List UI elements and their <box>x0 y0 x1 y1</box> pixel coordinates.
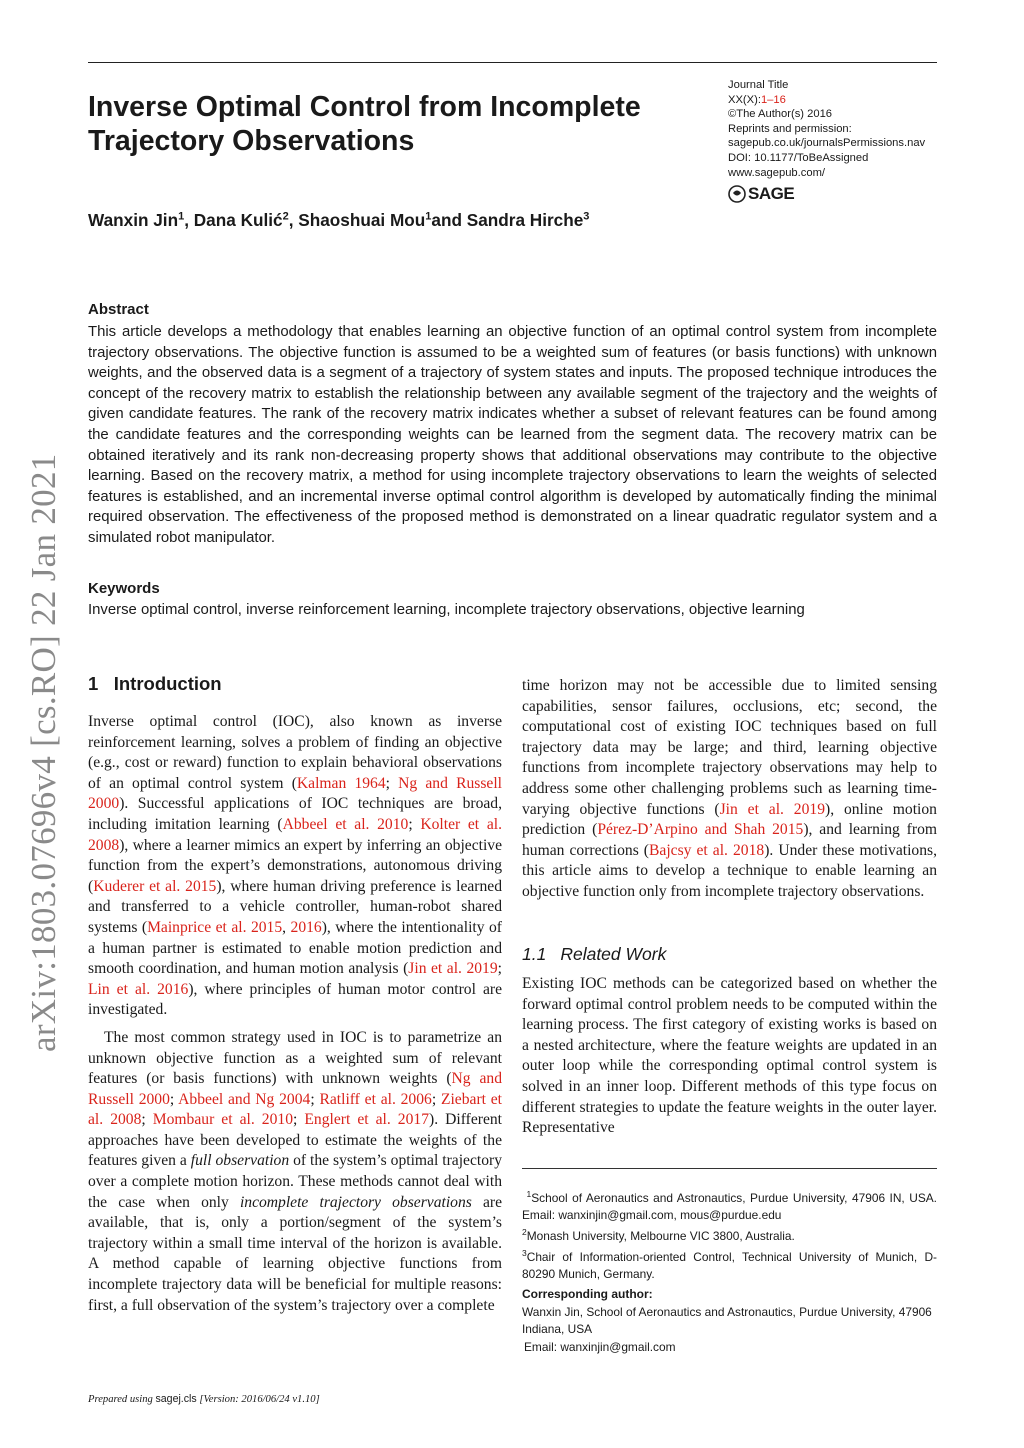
intro-paragraph-2: The most common strategy used in IOC is to parametrize an unknown objective function as a weighted sum of relevant features (or basis functions) with unknown weights (Ng and Russell 2000; Abbeel and Ng 2004; Ratliff et al. 2006; Ziebart et al. 2008; Mombaur et al. 2010; Englert et al. 2017). Different approaches have been developed to estimate the weights of the features given a full observation of the system’s optimal trajectory over a complete motion horizon. These methods cannot deal with the case when only incomplete trajectory observations are available, that is, only a portion/segment of the system’s trajectory within a small time interval of the horizon is available. A method capable of learning objective functions from incomplete trajectory data will be beneficial for multiple reasons: first, a full observation of the system’s trajectory over a complete <box>88 1028 503 1314</box>
citation-link[interactable]: Abbeel and Ng 2004 <box>178 1090 311 1108</box>
citation-link[interactable]: Abbeel et al. 2010 <box>282 815 409 833</box>
abstract-heading: Abstract <box>88 301 149 318</box>
emphasis: incomplete trajectory observations <box>239 1193 472 1211</box>
citation-link[interactable]: Englert et al. 2017 <box>304 1111 429 1129</box>
footer-cls-name: sagej.cls <box>155 1393 197 1405</box>
emphasis: full observation <box>190 1152 290 1170</box>
journal-name: Journal Title <box>728 79 789 91</box>
corresponding-email[interactable]: Email: wanxinjin@gmail.com <box>524 1340 676 1354</box>
citation-link[interactable]: Ng and Russell 2000 <box>88 1070 502 1108</box>
citation-link[interactable]: Kolter et al. 2008 <box>88 815 502 854</box>
journal-volume: XX(X):1–16 <box>728 93 786 106</box>
footnote-2: $^2$Monash University, Melbourne VIC 3800, Australia. <box>522 1226 795 1243</box>
journal-pages[interactable]: 1–16 <box>760 93 786 106</box>
keywords-heading: Keywords <box>88 580 160 597</box>
affiliation-footnotes <box>522 1186 937 1283</box>
journal-reprints: Reprints and permission: <box>728 122 852 135</box>
corresponding-author-text: Wanxin Jin, School of Aeronautics and Astronautics, Purdue University, 47906 Indiana, USA <box>522 1305 932 1336</box>
page-footer: Prepared using sagej.cls [Version: 2016/06/24 v1.10] <box>88 1393 320 1405</box>
abstract-text: This article develops a methodology that enables learning an objective function of an optimal control system from incomplete trajectory observations. The objective function is assumed to be a weighted sum of features (or basis functions) with unknown weights, and the observed data is a segment of a trajectory of system states and inputs. The proposed technique introduces the concept of the recovery matrix to establish the relationship between any available segment of the trajectory and the weights of given candidate features. The rank of the recovery matrix indicates whether a subset of relevant features can be found among the candidate features and the corresponding weights can be learned from the segment data. The recovery matrix can be obtained iteratively and its rank non-decreasing property shows that additional observations may contribute to the objective learning. Based on the recovery matrix, a method for using incomplete trajectory observations to learn the weights of selected features is established, and an incremental inverse optimal control algorithm is developed by automatically finding the minimal required observation. The effectiveness of the proposed method is demonstrated on a linear quadratic regulator system and a simulated robot manipulator. <box>88 324 937 546</box>
sage-logo <box>728 184 794 204</box>
author-1: Wanxin Jin <box>88 210 179 230</box>
paper-title: Inverse Optimal Control from Incomplete Trajectory Observations <box>88 91 641 157</box>
citation-link[interactable]: Kuderer et al. 2015 <box>93 877 217 895</box>
related-work-text: Existing IOC methods can be categorized based on whether the forward optimal control problem needs to be computed within the learning process. The first category of existing works is based on a nested architecture, where the feature weights are updated in an outer loop while the corresponding optimal control system is solved in an inner loop. Different methods of this type focus on different strategies to update the feature weights in the outer layer. Representative <box>522 975 937 1137</box>
sage-logo-text: SAGE <box>748 184 795 203</box>
citation-link[interactable]: Kalman 1964 <box>296 774 386 792</box>
citation-link[interactable]: Lin et al. 2016 <box>88 980 189 998</box>
journal-doi: DOI: 10.1177/ToBeAssigned <box>728 151 869 164</box>
left-column <box>88 712 502 1316</box>
subsection-heading-related-work: 1.1 Related Work <box>522 944 667 964</box>
citation-link[interactable]: Mainprice et al. 2015 <box>147 918 283 936</box>
author-3: , Shaoshuai Mou <box>288 210 426 230</box>
citation-link[interactable]: Jin et al. 2019 <box>719 800 825 818</box>
right-column-top <box>522 676 937 903</box>
citation-link[interactable]: Mombaur et al. 2010 <box>152 1111 293 1129</box>
footnote-3: $^3$Chair of Information-oriented Control, Technical University of Munich, D-80290 Munich, Germany. <box>522 1247 937 1281</box>
author-4: and Sandra Hirche <box>431 210 584 230</box>
author-list: Wanxin Jin$^1$, Dana Kulić$^2$, Shaoshuai Mou$^1$and Sandra Hirche$^3$ <box>88 210 590 230</box>
author-2: , Dana Kulić <box>184 210 283 230</box>
footnote-1: $^1$School of Aeronautics and Astronautics, Purdue University, 47906 IN, USA. Email: wanxinjin@gmail.com, mous@purdue.edu <box>522 1189 937 1222</box>
journal-reprints-url[interactable]: sagepub.co.uk/journalsPermissions.nav <box>728 137 926 150</box>
intro-paragraph-1: Inverse optimal control (IOC), also known as inverse reinforcement learning, solves a problem of finding an objective (e.g., cost or reward) function to explain behavioral observations of an optimal control system (Kalman 1964; Ng and Russell 2000). Successful applications of IOC techniques are broad, including imitation learning (Abbeel et al. 2010; Kolter et al. 2008), where a learner mimics an expert by inferring an objective function from the expert’s demonstrations, autonomous driving (Kuderer et al. 2015), where human driving preference is learned and transferred to a vehicle controller, human-robot shared systems (Mainprice et al. 2015, 2016), where the intentionality of a human partner is estimated to enable motion prediction and smooth coordination, and human motion analysis (Jin et al. 2019; Lin et al. 2016), where principles of human motor control are investigated. <box>88 713 502 1019</box>
citation-link[interactable]: Jin et al. 2019 <box>408 960 498 978</box>
citation-link[interactable]: Pérez-D’Arpino and Shah 2015 <box>597 821 804 839</box>
citation-link[interactable]: Bajcsy et al. 2018 <box>649 841 765 859</box>
citation-link[interactable]: Ziebart et al. 2008 <box>88 1090 503 1129</box>
arxiv-stamp: arXiv:1803.07696v4 [cs.RO] 22 Jan 2021 <box>24 453 63 1052</box>
citation-link[interactable]: Ng and Russell 2000 <box>88 774 502 813</box>
intro-paragraph-3: time horizon may not be accessible due to limited sensing capabilities, sensor failures, occlusions, etc; second, the computational cost of existing IOC techniques based on full trajectory data may be large; and third, learning objective functions from incomplete trajectory observations may help to address some other challenging problems such as learning time-varying objective functions (Jin et al. 2019), online motion prediction (Pérez-D’Arpino and Shah 2015), and learning from human corrections (Bajcsy et al. 2018). Under these motivations, this article aims to develop a technique to enable learning an objective function only from incomplete trajectory observations. <box>522 677 937 900</box>
footnote-rule <box>522 1168 937 1169</box>
corresponding-author-heading: Corresponding author: <box>522 1287 653 1301</box>
journal-website[interactable]: www.sagepub.com/ <box>728 166 826 179</box>
keywords-text: Inverse optimal control, inverse reinforcement learning, incomplete trajectory observations, objective learning <box>88 602 805 618</box>
section-heading-introduction: 1 Introduction <box>88 673 222 694</box>
journal-copyright: ©The Author(s) 2016 <box>728 108 833 121</box>
citation-link[interactable]: 2016 <box>290 918 322 936</box>
top-rule <box>88 62 937 63</box>
journal-info <box>728 78 948 180</box>
citation-link[interactable]: Ratliff et al. 2006 <box>319 1090 432 1108</box>
sage-logo-icon <box>728 185 746 203</box>
